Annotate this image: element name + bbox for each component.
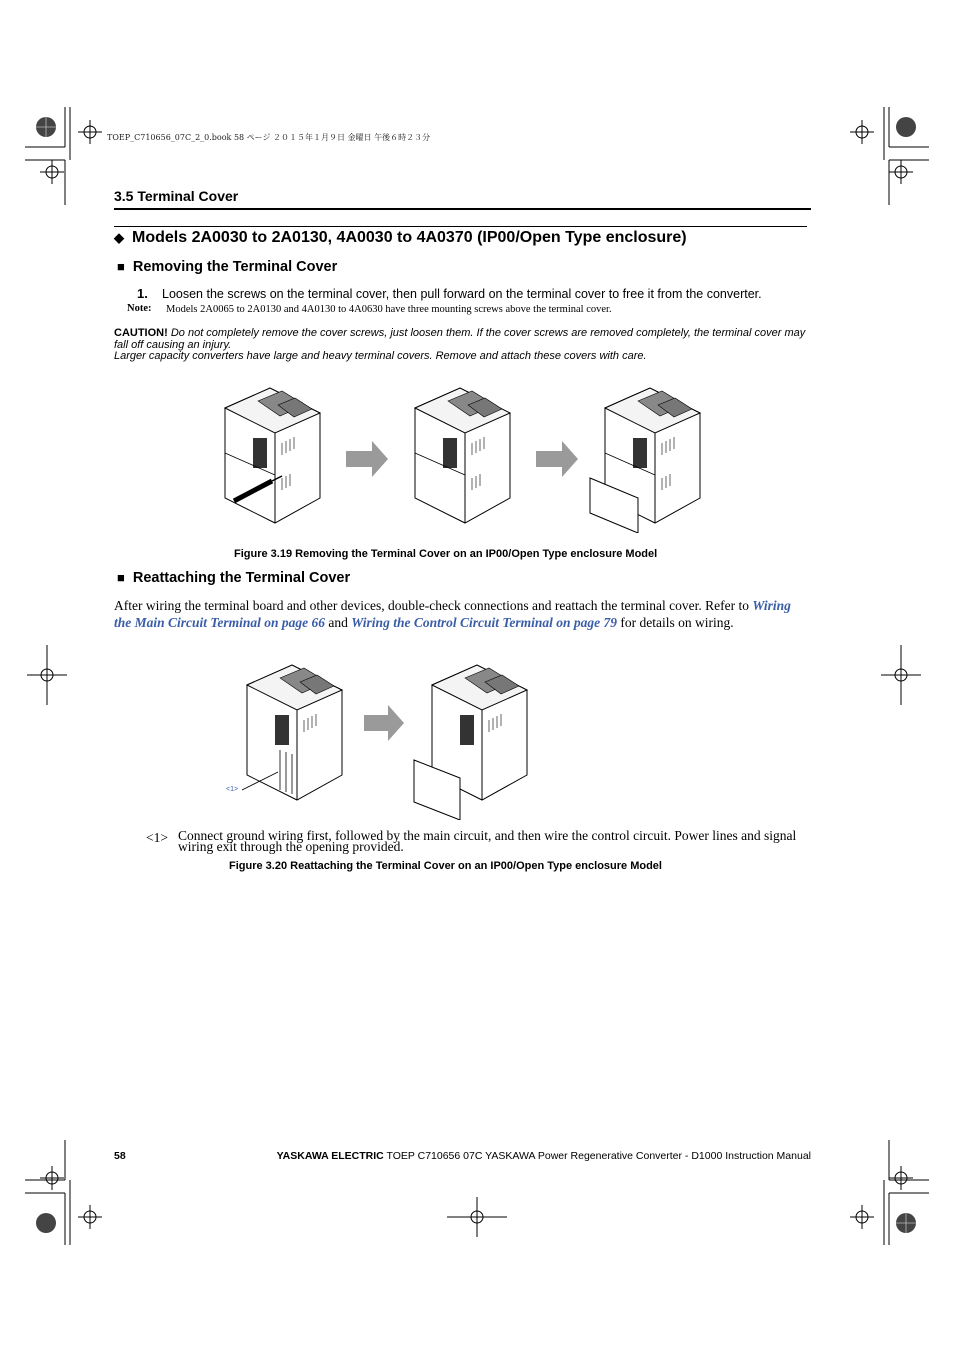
diamond-bullet-icon: ◆ <box>114 230 124 245</box>
page-title-text: Models 2A0030 to 2A0130, 4A0030 to 4A0370 (IP00/Open Type enclosure) <box>132 229 687 246</box>
footer-brand: YASKAWA ELECTRIC <box>276 1150 384 1162</box>
print-header: TOEP_C710656_07C_2_0.book 58 ページ ２０１５年１月９日 金曜日 午後６時２３分 <box>107 133 431 142</box>
figure-3-20-illustration <box>222 660 542 820</box>
footnote-text: Connect ground wiring first, followed by the main circuit, and then wire the control circuit. Power lines and signal wiring exit through the opening provided. <box>178 828 797 854</box>
step-text: Loosen the screws on the terminal cover, then pull forward on the terminal cover to free it from the converter. <box>162 287 762 301</box>
figure-3-19-caption: Figure 3.19 Removing the Terminal Cover on an IP00/Open Type enclosure Model <box>234 548 658 560</box>
caution-block <box>114 328 814 363</box>
footer-manual-title <box>277 1150 811 1162</box>
square-bullet-icon: ■ <box>117 570 125 585</box>
callout-label: <1> <box>226 786 239 793</box>
para-text: and <box>325 615 352 630</box>
footnote-marker: <1> <box>146 830 168 845</box>
removing-heading <box>117 259 337 275</box>
step-number: 1. <box>137 286 148 301</box>
link-control-circuit[interactable]: Wiring the Control Circuit Terminal on page 79 <box>351 615 617 630</box>
page-title <box>114 229 687 247</box>
arrow-right-icon <box>364 705 404 741</box>
caution-text-2: Larger capacity converters have large and heavy terminal covers. Remove and attach these covers with care. <box>114 350 647 362</box>
link-main-circuit[interactable]: Wiring the Main Circuit Terminal on page 66 <box>114 598 791 630</box>
note-text: Models 2A0065 to 2A0130 and 4A0130 to 4A0630 have three mounting screws above the terminal cover. <box>166 304 612 315</box>
page-number: 58 <box>114 1150 126 1162</box>
arrow-right-icon <box>346 441 388 477</box>
section-rule <box>114 208 811 210</box>
heading-rule <box>114 226 807 227</box>
removing-heading-text: Removing the Terminal Cover <box>132 259 338 275</box>
reattach-paragraph <box>114 597 804 631</box>
para-text: for details on wiring. <box>616 615 734 630</box>
caution-label: CAUTION! <box>114 327 168 339</box>
footer-manual: TOEP C710656 07C YASKAWA Power Regenerative Converter - D1000 Instruction Manual <box>383 1150 811 1162</box>
para-text: After wiring the terminal board and other devices, double-check connections and reattach the terminal cover. Refer to <box>114 598 753 613</box>
reattaching-heading-text: Reattaching the Terminal Cover <box>132 570 351 586</box>
square-bullet-icon: ■ <box>117 259 125 274</box>
caution-text: Do not completely remove the cover screws, just loosen them. If the cover screws are removed completely, the terminal cover may fall off causing an injury. <box>114 327 806 351</box>
figure-3-20-caption: Figure 3.20 Reattaching the Terminal Cover on an IP00/Open Type enclosure Model <box>229 860 662 872</box>
reattaching-heading <box>117 570 350 586</box>
figure-3-19-illustration <box>220 383 720 533</box>
section-label: 3.5 Terminal Cover <box>114 188 239 204</box>
note-label: Note: <box>127 303 152 314</box>
arrow-right-icon <box>536 441 578 477</box>
